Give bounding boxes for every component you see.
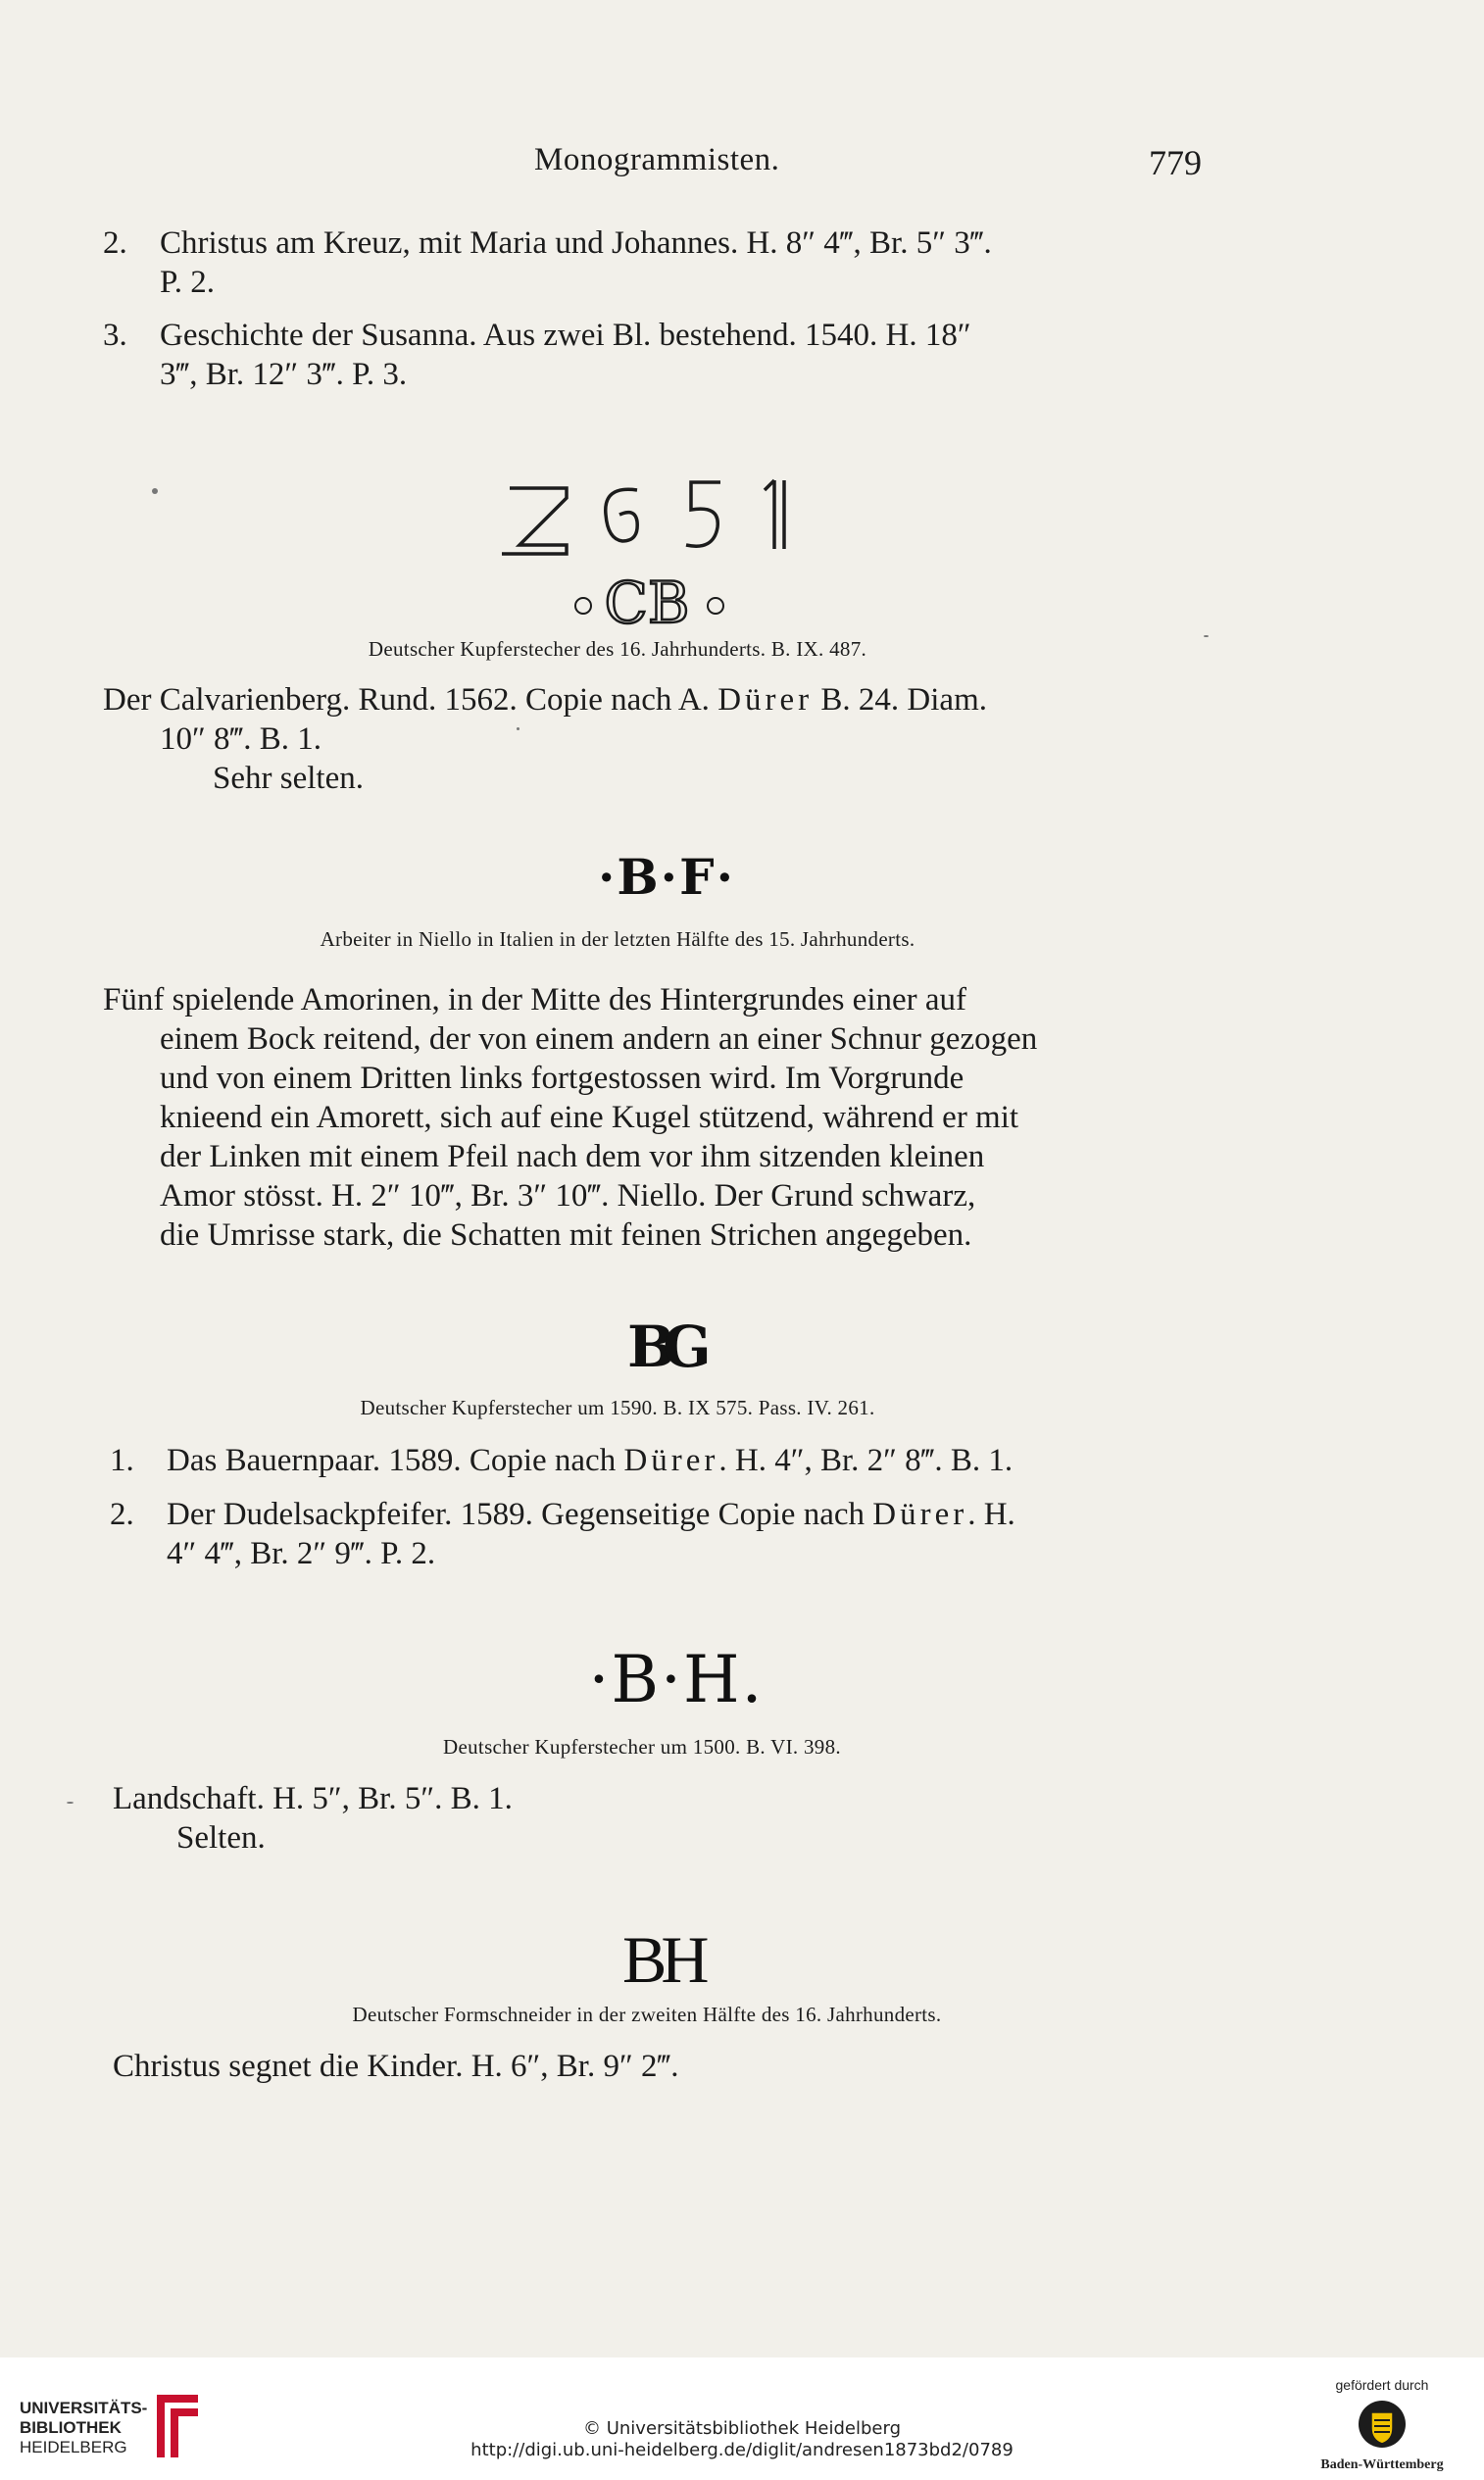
logo-shape-inner [171, 2408, 198, 2457]
monogram-bg: BG [627, 1314, 698, 1380]
description-line: knieend ein Amorett, sich auf eine Kugel stützend, während er mit [160, 1100, 1019, 1135]
entry-text-part: . H. 4″, Br. 2″ 8‴. B. 1. [718, 1443, 1014, 1478]
catalog-description [103, 980, 1240, 1255]
catalog-entry [110, 1495, 1247, 1573]
entry-text-part: B. 24. Diam. [813, 682, 987, 718]
monogram-caption: Deutscher Kupferstecher des 16. Jahrhunderts. B. IX. 487. [368, 637, 867, 661]
entry-text: Landschaft. H. 5″, Br. 5″. B. 1. [113, 1781, 513, 1816]
monogram-bh-dotted: ·B·H. [588, 1642, 765, 1717]
flower-ornament-left [575, 598, 591, 614]
entry-text-part: Der Calvarienberg. Rund. 1562. Copie nach A. [103, 682, 718, 718]
source-url-link[interactable]: http://digi.ub.uni-heidelberg.de/diglit/andresen1873bd2/0789 [470, 2440, 1014, 2460]
entry-text [167, 1495, 1015, 1534]
mirrored-date-mark [502, 480, 784, 554]
library-logo-mark [147, 2387, 208, 2465]
description-line: und von einem Dritten links fortgestossen wird. Im Vorgrunde [160, 1061, 965, 1096]
library-name-line: UNIVERSITÄTS- [20, 2399, 148, 2417]
catalog-entry [110, 1441, 1247, 1480]
entry-text [167, 1441, 1013, 1480]
artist-name: Dürer [623, 1443, 719, 1478]
scan-speck [152, 488, 158, 494]
monogram-caption: Deutscher Kupferstecher um 1500. B. VI. 398. [443, 1735, 841, 1759]
catalog-entry [113, 1779, 1191, 1858]
entry-text-part: Das Bauernpaar. 1589. Copie nach [167, 1443, 624, 1478]
footer-bar [0, 2357, 1484, 2480]
page-number: 779 [1149, 143, 1202, 182]
rarity-note: Selten. [176, 1820, 266, 1856]
entry-text: Christus am Kreuz, mit Maria und Johannes. H. 8″ 4‴, Br. 5″ 3‴. [160, 225, 992, 261]
entry-text: Geschichte der Susanna. Aus zwei Bl. bestehend. 1540. H. 18″ [160, 318, 971, 353]
catalog-entry [103, 316, 1240, 394]
catalog-entry [103, 223, 1240, 302]
library-name-line: BIBLIOTHEK [20, 2418, 122, 2437]
entry-number: 2. [103, 225, 127, 261]
scan-speck [67, 1802, 74, 1804]
arms-shield [1371, 2412, 1393, 2444]
description-line: die Umrisse stark, die Schatten mit feinen Strichen angegeben. [160, 1217, 972, 1253]
running-header: Monogrammisten. [534, 142, 780, 177]
monogram-1562-cb [490, 461, 804, 632]
monogram-caption: Deutscher Formschneider in der zweiten Hälfte des 16. Jahrhunderts. [352, 2003, 942, 2026]
entry-text-continued: P. 2. [160, 265, 215, 300]
library-city-line: HEIDELBERG [20, 2438, 127, 2456]
rarity-note: Sehr selten. [213, 761, 364, 796]
artist-name: Dürer [872, 1497, 968, 1532]
catalog-entry [103, 680, 1240, 798]
entry-number: 3. [103, 318, 127, 353]
entry-text-continued: 3‴, Br. 12″ 3‴. P. 3. [160, 357, 408, 392]
funding-label: gefördert durch [1335, 2377, 1429, 2393]
entry-text-part: . H. [967, 1497, 1015, 1532]
state-name: Baden-Württemberg [1320, 2457, 1444, 2472]
entry-number: 2. [110, 1497, 134, 1532]
copyright-text: © Universitätsbibliothek Heidelberg [582, 2418, 901, 2439]
monogram-caption: Arbeiter in Niello in Italien in der letzten Hälfte des 15. Jahrhunderts. [320, 927, 915, 951]
library-logo-text [20, 2399, 147, 2457]
description-line: einem Bock reitend, der von einem andern an einer Schnur gezogen [160, 1021, 1038, 1057]
cb-glyphs: CB [604, 570, 690, 632]
artist-name: Dürer [717, 682, 814, 718]
monogram-bf: ·B·F· [598, 848, 735, 906]
description-line: Fünf spielende Amorinen, in der Mitte des Hintergrundes einer auf [103, 982, 967, 1017]
catalog-entry: Christus segnet die Kinder. H. 6″, Br. 9″ 2‴. [113, 2049, 679, 2084]
description-line: der Linken mit einem Pfeil nach dem vor ihm sitzenden kleinen [160, 1139, 985, 1174]
entry-text-continued: 10″ 8‴. B. 1. [160, 721, 322, 757]
scan-speck [1204, 635, 1209, 637]
state-coat-of-arms-icon [1355, 2397, 1410, 2452]
scan-speck [517, 727, 519, 730]
flower-ornament-right [708, 598, 723, 614]
entry-number: 1. [110, 1443, 134, 1478]
monogram-bh: BH [622, 1922, 704, 1997]
entry-text-part: Der Dudelsackpfeifer. 1589. Gegenseitige Copie nach [167, 1497, 873, 1532]
monogram-caption: Deutscher Kupferstecher um 1590. B. IX 575. Pass. IV. 261. [360, 1396, 875, 1419]
description-line: Amor stösst. H. 2″ 10‴, Br. 3″ 10‴. Niello. Der Grund schwarz, [160, 1178, 976, 1214]
entry-text-continued: 4″ 4‴, Br. 2″ 9‴. P. 2. [167, 1536, 436, 1571]
entry-text [103, 680, 1240, 719]
cb-letters [575, 570, 723, 632]
